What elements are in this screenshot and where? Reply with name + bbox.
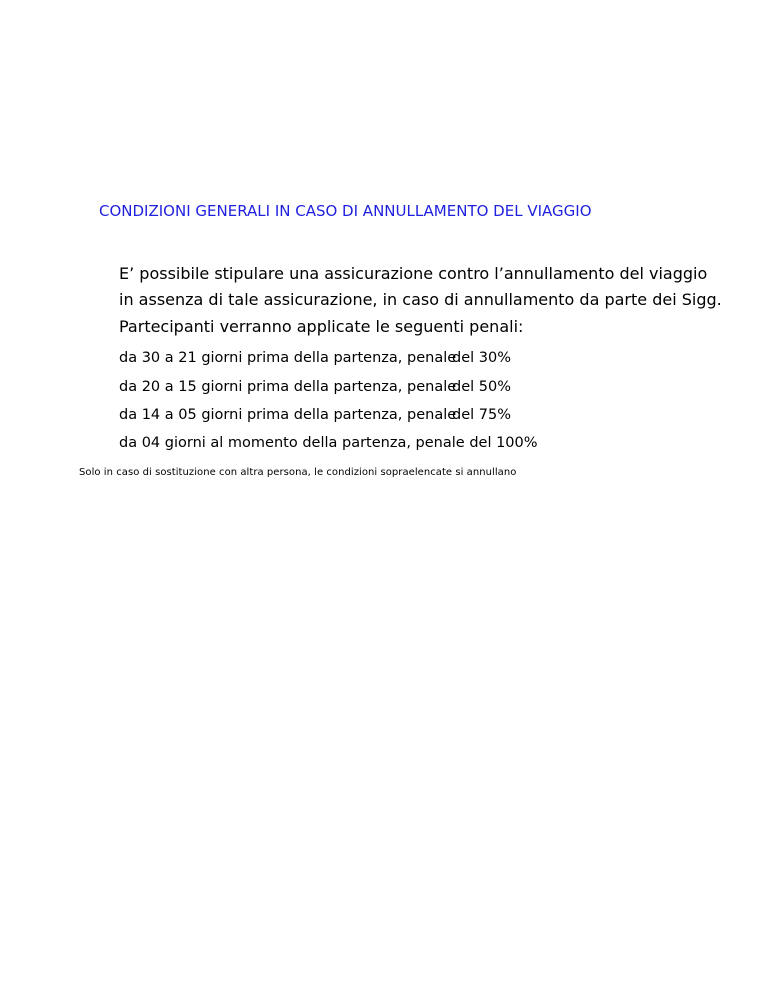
intro-paragraph-line-3: Partecipanti verranno applicate le seguenti penali: [119, 317, 524, 336]
substitution-note: Solo in caso di sostituzione con altra persona, le condizioni sopraelencate si annullano [79, 467, 517, 478]
penalty-percentage: del 30% [452, 350, 511, 366]
final-penalty-row: da 04 giorni al momento della partenza, penale del 100% [119, 435, 538, 451]
penalty-description: da 14 a 05 giorni prima della partenza, penale [119, 407, 457, 423]
penalty-percentage: del 50% [452, 379, 511, 395]
intro-paragraph-line-1: E’ possibile stipulare una assicurazione contro l’annullamento del viaggio [119, 264, 708, 283]
penalty-description: da 30 a 21 giorni prima della partenza, penale [119, 350, 457, 366]
intro-paragraph-line-2: in assenza di tale assicurazione, in caso di annullamento da parte dei Sigg. [119, 290, 722, 309]
penalty-percentage: del 75% [452, 407, 511, 423]
document-heading: CONDIZIONI GENERALI IN CASO DI ANNULLAMENTO DEL VIAGGIO [99, 202, 592, 220]
penalty-description: da 20 a 15 giorni prima della partenza, penale [119, 379, 457, 395]
